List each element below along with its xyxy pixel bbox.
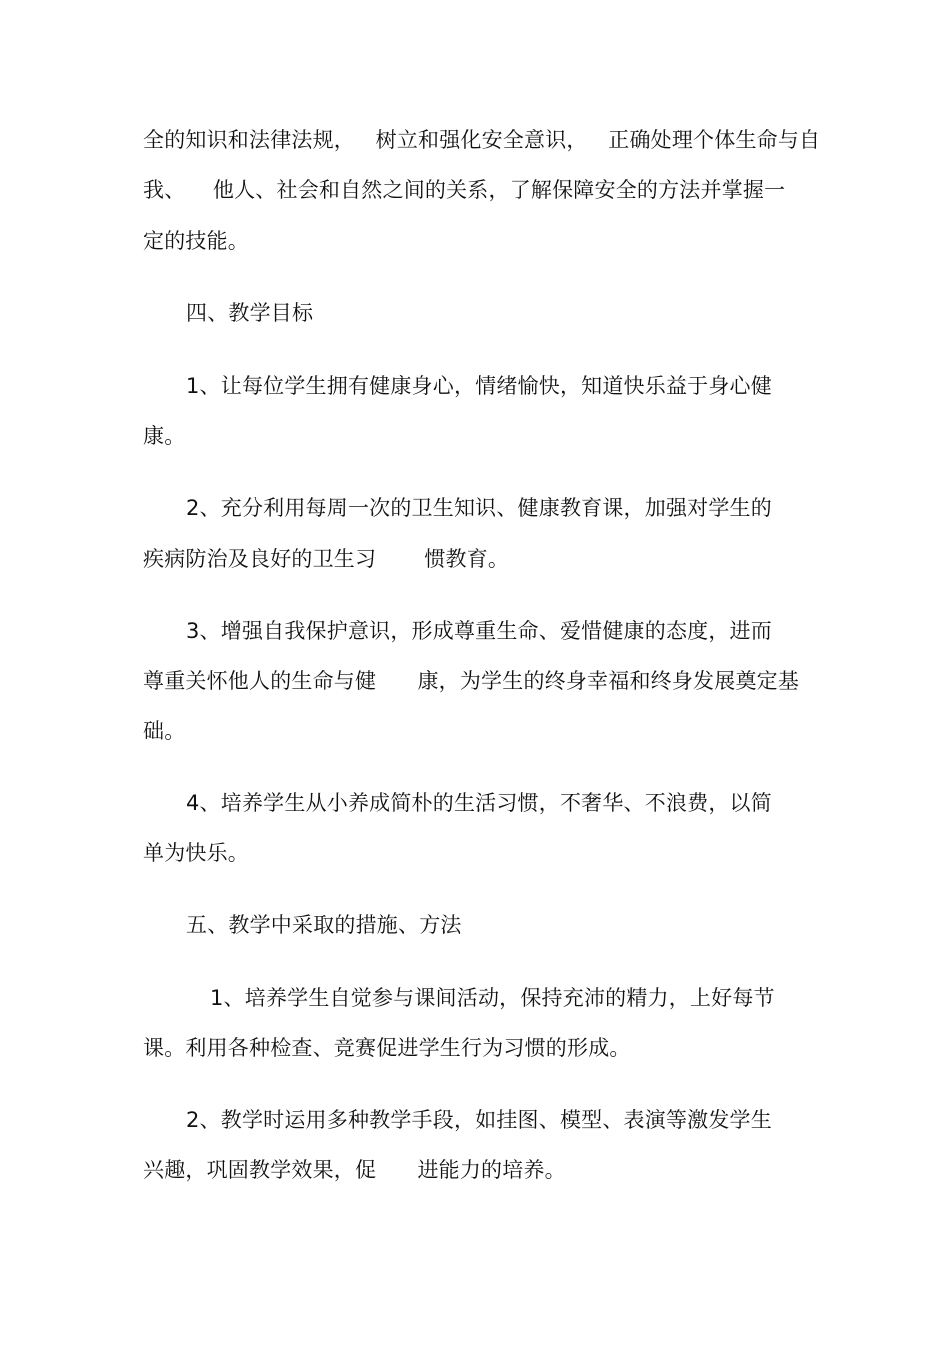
- paragraph-line: 1、培养学生自觉参与课间活动，保持充沛的精力，上好每节: [210, 986, 775, 1010]
- paragraph-line: 础。: [143, 719, 186, 743]
- paragraph-line: 全的知识和法律法规， 树立和强化安全意识， 正确处理个体生命与自: [143, 128, 821, 152]
- paragraph-line: 1、让每位学生拥有健康身心，情绪愉快，知道快乐益于身心健: [186, 374, 772, 398]
- paragraph-line: 4、培养学生从小养成简朴的生活习惯，不奢华、不浪费，以简: [186, 791, 772, 815]
- paragraph-line: 课。利用各种检查、竞赛促进学生行为习惯的形成。: [143, 1036, 631, 1060]
- paragraph-line: 3、增强自我保护意识，形成尊重生命、爱惜健康的态度，进而: [186, 619, 772, 643]
- paragraph-line: 我、 他人、社会和自然之间的关系，了解保障安全的方法并掌握一: [143, 178, 786, 202]
- section-heading: 四、教学目标: [186, 301, 314, 325]
- paragraph-line: 兴趣，巩固教学效果，促 进能力的培养。: [143, 1158, 566, 1182]
- paragraph-line: 2、充分利用每周一次的卫生知识、健康教育课，加强对学生的: [186, 496, 772, 520]
- paragraph-line: 2、教学时运用多种教学手段，如挂图、模型、表演等激发学生: [186, 1108, 772, 1132]
- paragraph-line: 尊重关怀他人的生命与健 康，为学生的终身幸福和终身发展奠定基: [143, 669, 800, 693]
- paragraph-line: 单为快乐。: [143, 841, 249, 865]
- paragraph-line: 疾病防治及良好的卫生习 惯教育。: [143, 547, 510, 571]
- paragraph-line: 康。: [143, 424, 186, 448]
- paragraph-line: 定的技能。: [143, 229, 249, 253]
- section-heading: 五、教学中采取的措施、方法: [186, 913, 462, 937]
